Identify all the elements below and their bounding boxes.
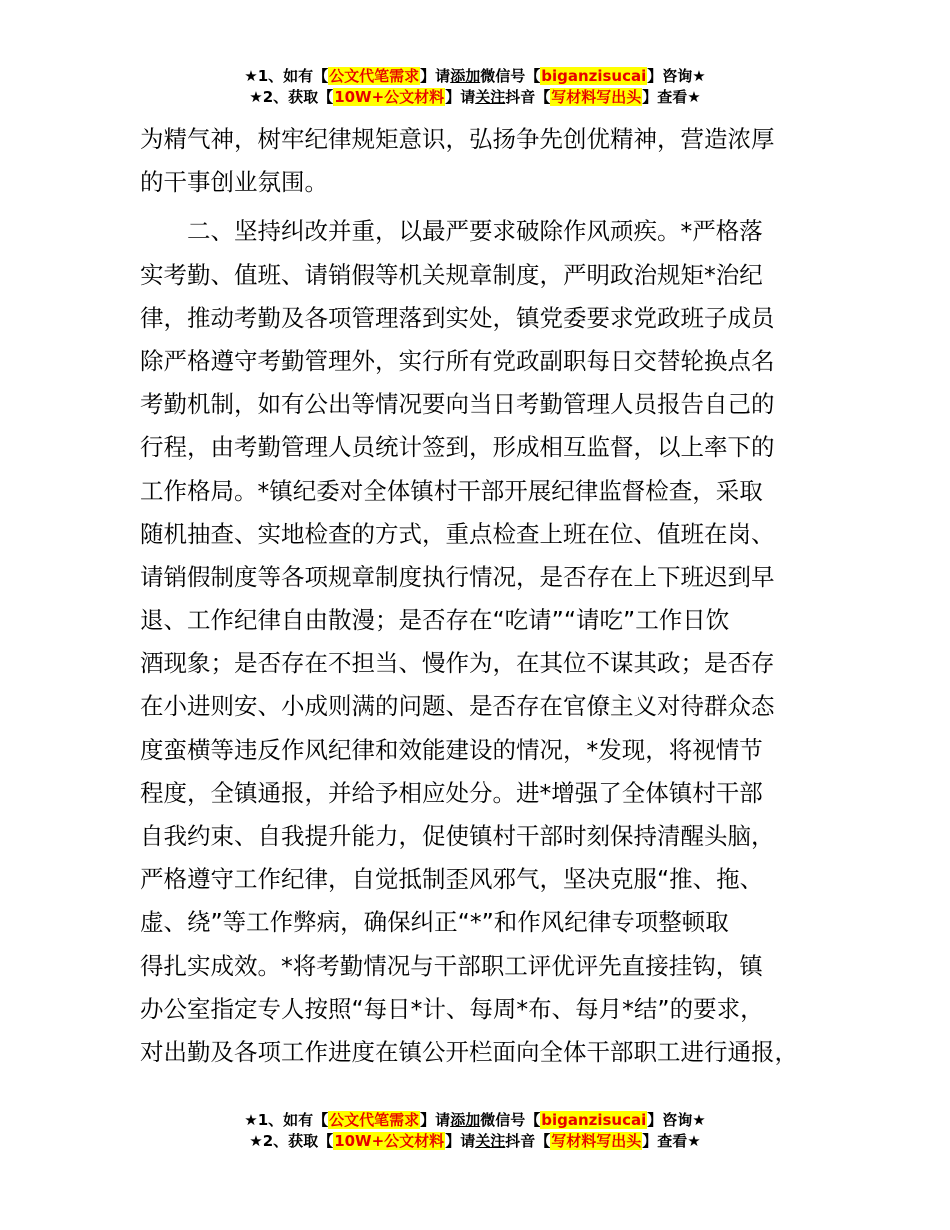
banner-line-1	[0, 1110, 950, 1131]
banner-text: 微信号【	[480, 1111, 541, 1129]
banner-underlined-text: 添加	[450, 67, 481, 85]
body-line: 除严格遵守考勤管理外，实行所有党政副职每日交替轮换点名	[140, 346, 775, 375]
banner-text: 】请	[445, 1132, 476, 1150]
body-line: 自我约束、自我提升能力，促使镇村干部时刻保持清醒头脑，	[140, 822, 775, 850]
banner-text: ★2、获取【	[249, 88, 334, 106]
body-line: 随机抽查、实地检查的方式，重点检查上班在位、值班在岗、	[140, 519, 775, 548]
banner-line-1	[0, 66, 950, 87]
banner-text: 】请	[420, 67, 451, 85]
body-line: 对出勤及各项工作进度在镇公开栏面向全体干部职工进行通报，	[140, 1037, 798, 1066]
banner-text: 微信号【	[480, 67, 541, 85]
section-heading-line: 二、坚持纠改并重，以最严要求破除作风顽疾。*严格落	[187, 217, 763, 246]
banner-text: 】查看★	[642, 1132, 701, 1150]
banner-text: 】请	[445, 88, 476, 106]
body-line: 工作格局。*镇纪委对全体镇村干部开展纪律监督检查，采取	[140, 476, 763, 505]
body-line: 请销假制度等各项规章制度执行情况，是否存在上下班迟到早	[140, 562, 775, 591]
body-line: 酒现象；是否存在不担当、慢作为，在其位不谋其政；是否存	[140, 649, 775, 678]
body-line: 退、工作纪律自由散漫；是否存在“吃请”“请吃”工作日饮	[140, 606, 730, 635]
body-line: 为精气神，树牢纪律规矩意识，弘扬争先创优精神，营造浓厚	[140, 125, 775, 153]
banner-highlight: 公文代笔需求	[329, 67, 420, 85]
banner-text: ★1、如有【	[244, 1111, 329, 1129]
body-line: 办公室指定专人按照“每日*计、每周*布、每月*结”的要求，	[140, 994, 764, 1023]
body-line: 实考勤、值班、请销假等机关规章制度，严明政治规矩*治纪	[140, 260, 763, 289]
document-body	[140, 118, 830, 1074]
banner-text: 】请	[420, 1111, 451, 1129]
body-line: 行程，由考勤管理人员统计签到，形成相互监督，以上率下的	[140, 433, 775, 462]
banner-text: 抖音【	[505, 1132, 551, 1150]
banner-text: ★2、获取【	[249, 1132, 334, 1150]
body-line: 得扎实成效。*将考勤情况与干部职工评优评先直接挂钩，镇	[140, 951, 763, 980]
banner-highlight: 公文代笔需求	[329, 1111, 420, 1129]
banner-highlight: 写材料写出头	[551, 88, 642, 106]
banner-line-2	[0, 1131, 950, 1152]
banner-text: 抖音【	[505, 88, 551, 106]
banner-text: 】咨询★	[647, 1111, 706, 1129]
banner-highlight: biganzisucai	[541, 67, 647, 85]
body-line: 的干事创业氛围。	[140, 168, 328, 197]
body-line: 严格遵守工作纪律，自觉抵制歪风邪气，坚决克服“推、拖、	[140, 865, 764, 894]
banner-text: ★1、如有【	[244, 67, 329, 85]
body-line: 在小进则安、小成则满的问题、是否存在官僚主义对待群众态	[140, 692, 775, 721]
banner-text: 】咨询★	[647, 67, 706, 85]
body-line: 程度，全镇通报，并给予相应处分。进*增强了全体镇村干部	[140, 778, 763, 807]
banner-text: 】查看★	[642, 88, 701, 106]
banner-underlined-text: 关注	[475, 88, 506, 106]
banner-highlight: 写材料写出头	[551, 1132, 642, 1150]
banner-highlight: 10W+公文材料	[334, 88, 445, 106]
body-line: 考勤机制，如有公出等情况要向当日考勤管理人员报告自己的	[140, 390, 775, 419]
body-line: 虚、绕”等工作弊病，确保纠正“*”和作风纪律专项整顿取	[140, 908, 729, 937]
footer-banner	[0, 1110, 950, 1152]
header-banner	[0, 66, 950, 108]
banner-highlight: biganzisucai	[541, 1111, 647, 1129]
banner-highlight: 10W+公文材料	[334, 1132, 445, 1150]
banner-underlined-text: 添加	[450, 1111, 481, 1129]
body-line: 律，推动考勤及各项管理落到实处，镇党委要求党政班子成员	[140, 303, 775, 332]
banner-line-2	[0, 87, 950, 108]
banner-underlined-text: 关注	[475, 1132, 506, 1150]
body-line: 度蛮横等违反作风纪律和效能建设的情况，*发现，将视情节	[140, 735, 763, 764]
